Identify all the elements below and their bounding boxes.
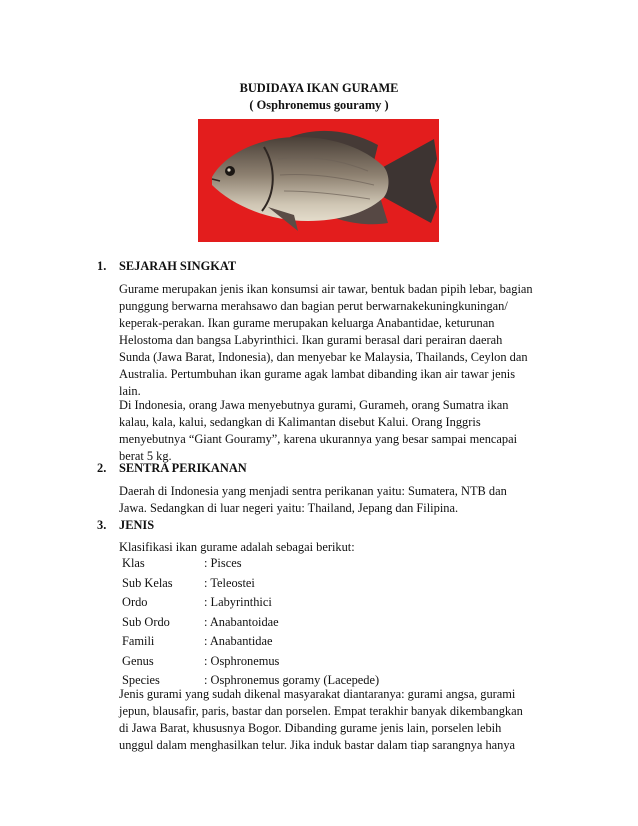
section-title: JENIS [119, 518, 155, 532]
section-3-intro: Klasifikasi ikan gurame adalah sebagai berikut: [119, 540, 355, 554]
document-title [0, 80, 638, 114]
title-scientific-name: ( Osphronemus gouramy ) [249, 98, 389, 112]
section-1-paragraph-2: Di Indonesia, orang Jawa menyebutnya gurami, Gurameh, orang Sumatra ikan kalau, kala, kalui, sedangkan di Kalimantan disebut Kalui. Orang Inggris menyebutnya “Giant Gouramy”, karena ukurannya yang besar sampai mencapai berat 5 kg. [119, 398, 518, 463]
section-number: 2. [97, 461, 107, 475]
title-main: BUDIDAYA IKAN GURAME [239, 81, 399, 95]
section-1-paragraph-1: Gurame merupakan jenis ikan konsumsi air tawar, bentuk badan pipih lebar, bagian punggung berwarna merahsawo dan bagian perut berwarnakekuningkuningan/ keperak-perakan. Ikan gurame merupakan keluarga Anabantidae, keturunan Helostoma dan bangsa Labyrinthici. Ikan gurami berasal dari perairan daerah Sunda (Jawa Barat, Indonesia), dan menyebar ke Malaysia, Thailands, Ceylon dan Australia. Pertumbuhan ikan gurame agak lambat dibanding ikan air tawar jenis lain. [119, 282, 533, 398]
fish-photo [198, 119, 439, 242]
section-title: SENTRA PERIKANAN [119, 461, 247, 475]
section-2-paragraph-1: Daerah di Indonesia yang menjadi sentra perikanan yaitu: Sumatera, NTB dan Jawa. Sedangkan di luar negeri yaitu: Thailand, Jepang dan Filipina. [119, 484, 507, 515]
gourami-fish-illustration [198, 119, 439, 242]
section-3-paragraph-after: Jenis gurami yang sudah dikenal masyarakat diantaranya: gurami angsa, gurami jepun, blausafir, paris, bastar dan porselen. Empat terakhir banyak dikembangkan di Jawa Barat, khususnya Bogor. Dibanding gurame jenis lain, porselen lebih unggul dalam menghasilkan telur. Jika induk bastar dalam tiap sarangnya hanya [119, 687, 523, 752]
section-title: SEJARAH SINGKAT [119, 259, 237, 273]
section-number: 3. [97, 518, 107, 532]
section-number: 1. [97, 259, 107, 273]
